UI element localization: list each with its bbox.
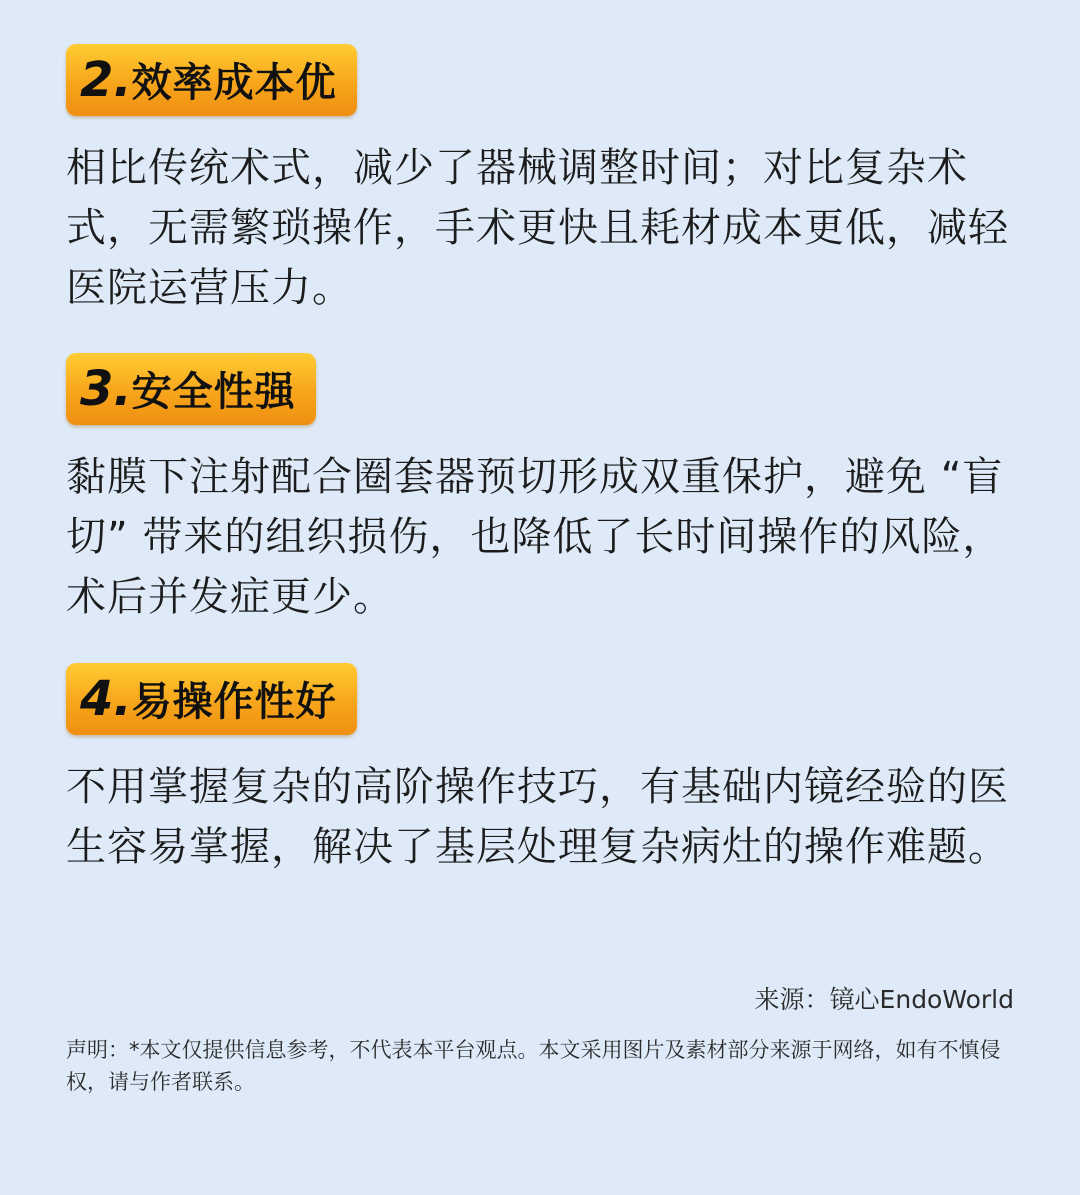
section-body: 黏膜下注射配合圈套器预切形成双重保护，避免 “盲切” 带来的组织损伤，也降低了长时间操作的风险，术后并发症更少。 — [66, 454, 1004, 620]
section-title: 易操作性好 — [131, 679, 337, 725]
section-number: 2. — [80, 52, 132, 108]
disclaimer-text: 声明：*本文仅提供信息参考，不代表本平台观点。本文采用图片及素材部分来源于网络，如有不慎侵权，请与作者联系。 — [66, 1038, 1001, 1094]
section-badge — [66, 44, 357, 116]
section-efficiency — [66, 44, 1026, 318]
section-safety — [66, 353, 1026, 627]
section-title: 效率成本优 — [131, 60, 337, 106]
section-body: 不用掌握复杂的高阶操作技巧，有基础内镜经验的医生容易掌握，解决了基层处理复杂病灶的操作难题。 — [66, 764, 1009, 870]
source-credit: 来源：镜心EndoWorld — [754, 985, 1014, 1014]
section-number: 4. — [80, 671, 132, 727]
section-body: 相比传统术式，减少了器械调整时间；对比复杂术式，无需繁琐操作，手术更快且耗材成本更低，减轻医院运营压力。 — [66, 145, 1009, 311]
section-ease-of-use — [66, 663, 1026, 877]
section-title: 安全性强 — [131, 369, 296, 415]
section-badge — [66, 353, 316, 425]
section-badge — [66, 663, 357, 735]
section-number: 3. — [80, 361, 132, 417]
